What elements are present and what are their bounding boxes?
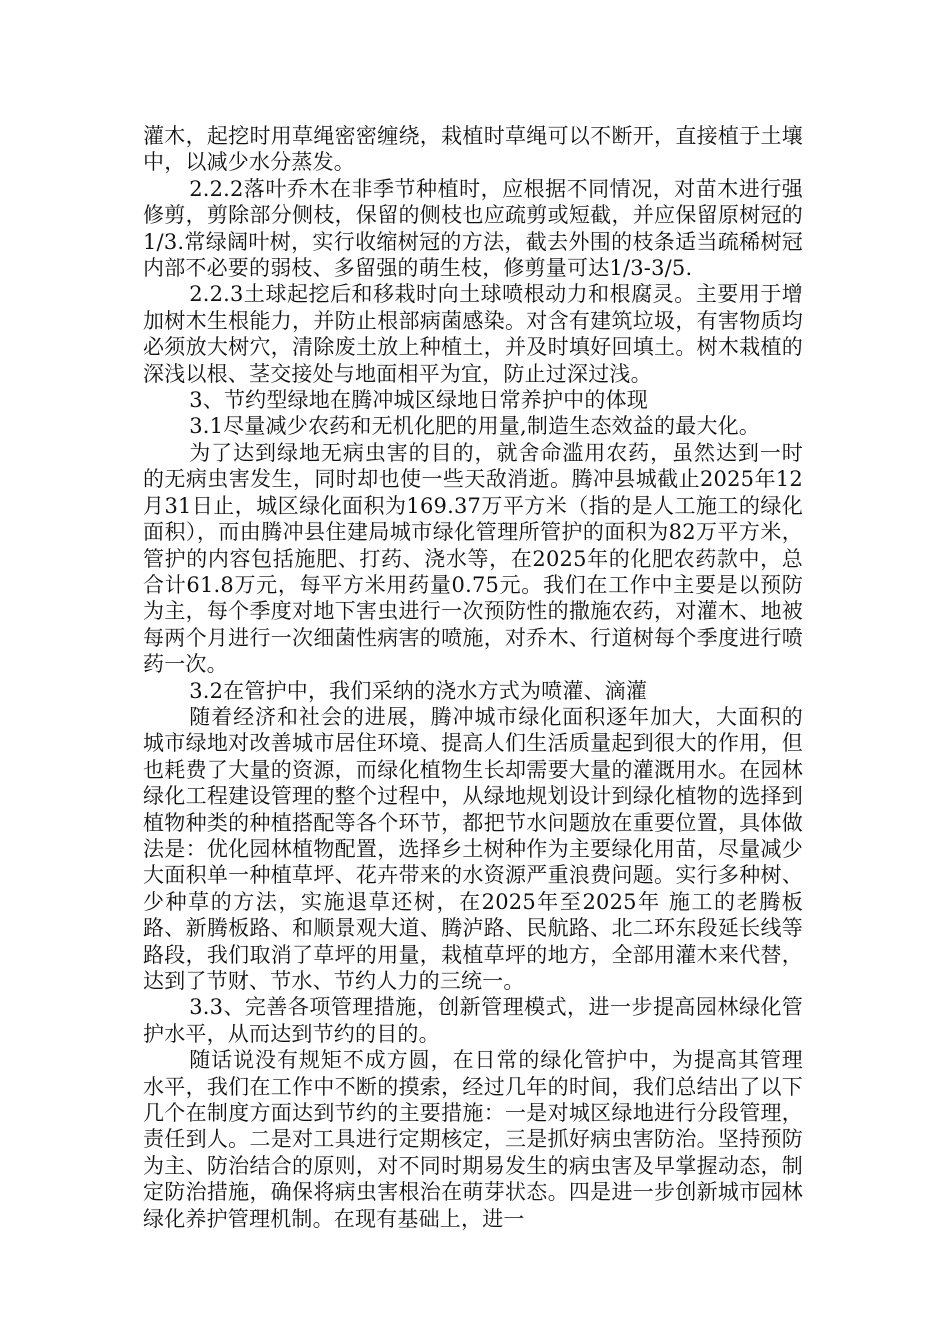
subheading-3-2: 3.2在管护中，我们采纳的浇水方式为喷灌、滴灌 xyxy=(189,678,648,703)
section-heading-3: 3、节约型绿地在腾冲城区绿地日常养护中的体现 xyxy=(189,388,648,413)
paragraph-management-measures: 随话说没有规矩不成方圆，在日常的绿化管护中，为提高其管理水平，我们在工作中不断的摸索，经过几年的时间，我们总结出了以下几个在制度方面达到节约的主要措施：一是对城区绿地进行分段管理，责任到人。二是对工具进行定期核定，三是抓好病虫害防治。坚持预防为主、防治结合的原则，对不同时期易发生的病虫害及早掌握动态，制定防治措施，确保将病虫害根治在萌芽状态。四是进一步创新城市园林绿化养护管理机制。在现有基础上，进一 xyxy=(143,1048,803,1231)
document-body xyxy=(143,123,803,1232)
paragraph-shrub-digging: 灌木，起挖时用草绳密密缠绕，栽植时草绳可以不断开，直接植于土壤中，以减少水分蒸发。 xyxy=(143,124,803,175)
paragraph-2-2-2-deciduous-trees: 2.2.2落叶乔木在非季节种植时，应根据不同情况，对苗木进行强修剪，剪除部分侧枝，保留的侧枝也应疏剪或短截，并应保留原树冠的1/3.常绿阔叶树，实行收缩树冠的方法，截去外围的枝条适当疏稀树冠内部不必要的弱枝、多留强的萌生枝，修剪量可达1/3-3/5. xyxy=(143,176,803,281)
paragraph-pesticide-usage: 为了达到绿地无病虫害的目的，就舍命滥用农药，虽然达到一时的无病虫害发生，同时却也使一些天敌消逝。腾冲县城截止2025年12月31日止，城区绿化面积为169.37万平方米（指的是人工施工的绿化面积），而由腾冲县住建局城市绿化管理所管护的面积为82万平方米，管护的内容包括施肥、打药、浇水等，在2025年的化肥农药款中，总合计61.8万元，每平方米用药量0.75元。我们在工作中主要是以预防为主，每个季度对地下害虫进行一次预防性的撒施农药，对灌木、地被每两个月进行一次细菌性病害的喷施，对乔木、行道树每个季度进行喷药一次。 xyxy=(143,440,803,677)
paragraph-2-2-3-soil-ball: 2.2.3土球起挖后和移栽时向土球喷根动力和根腐灵。主要用于增加树木生根能力，并防止根部病菌感染。对含有建筑垃圾，有害物质均必须放大树穴，清除废土放上种植土，并及时填好回填土。树木栽植的深浅以根、茎交接处与地面相平为宜，防止过深过浅。 xyxy=(143,282,803,386)
subheading-3-3: 3.3、完善各项管理措施，创新管理模式，进一步提高园林绿化管护水平，从而达到节约的目的。 xyxy=(143,995,803,1046)
paragraph-water-saving: 随着经济和社会的进展，腾冲城市绿化面积逐年加大，大面积的城市绿地对改善城市居住环境、提高人们生活质量起到很大的作用，但也耗费了大量的资源，而绿化植物生长却需要大量的灌溉用水。在园林绿化工程建设管理的整个过程中，从绿地规划设计到绿化植物的选择到植物种类的种植搭配等各个环节，都把节水问题放在重要位置，具体做法是：优化园林植物配置，选择乡土树种作为主要绿化用苗，尽量减少大面积单一种植草坪、花卉带来的水资源严重浪费问题。实行多种树、少种草的方法，实施退草还树，在2025年至2025年 施工的老腾板路、新腾板路、和顺景观大道、腾泸路、民航路、北二环东段延长线等路段，我们取消了草坪的用量，栽植草坪的地方，全部用灌木来代替，达到了节财、节水、节约人力的三统一。 xyxy=(143,704,803,993)
subheading-3-1: 3.1尽量减少农药和无机化肥的用量,制造生态效益的最大化。 xyxy=(189,414,761,439)
